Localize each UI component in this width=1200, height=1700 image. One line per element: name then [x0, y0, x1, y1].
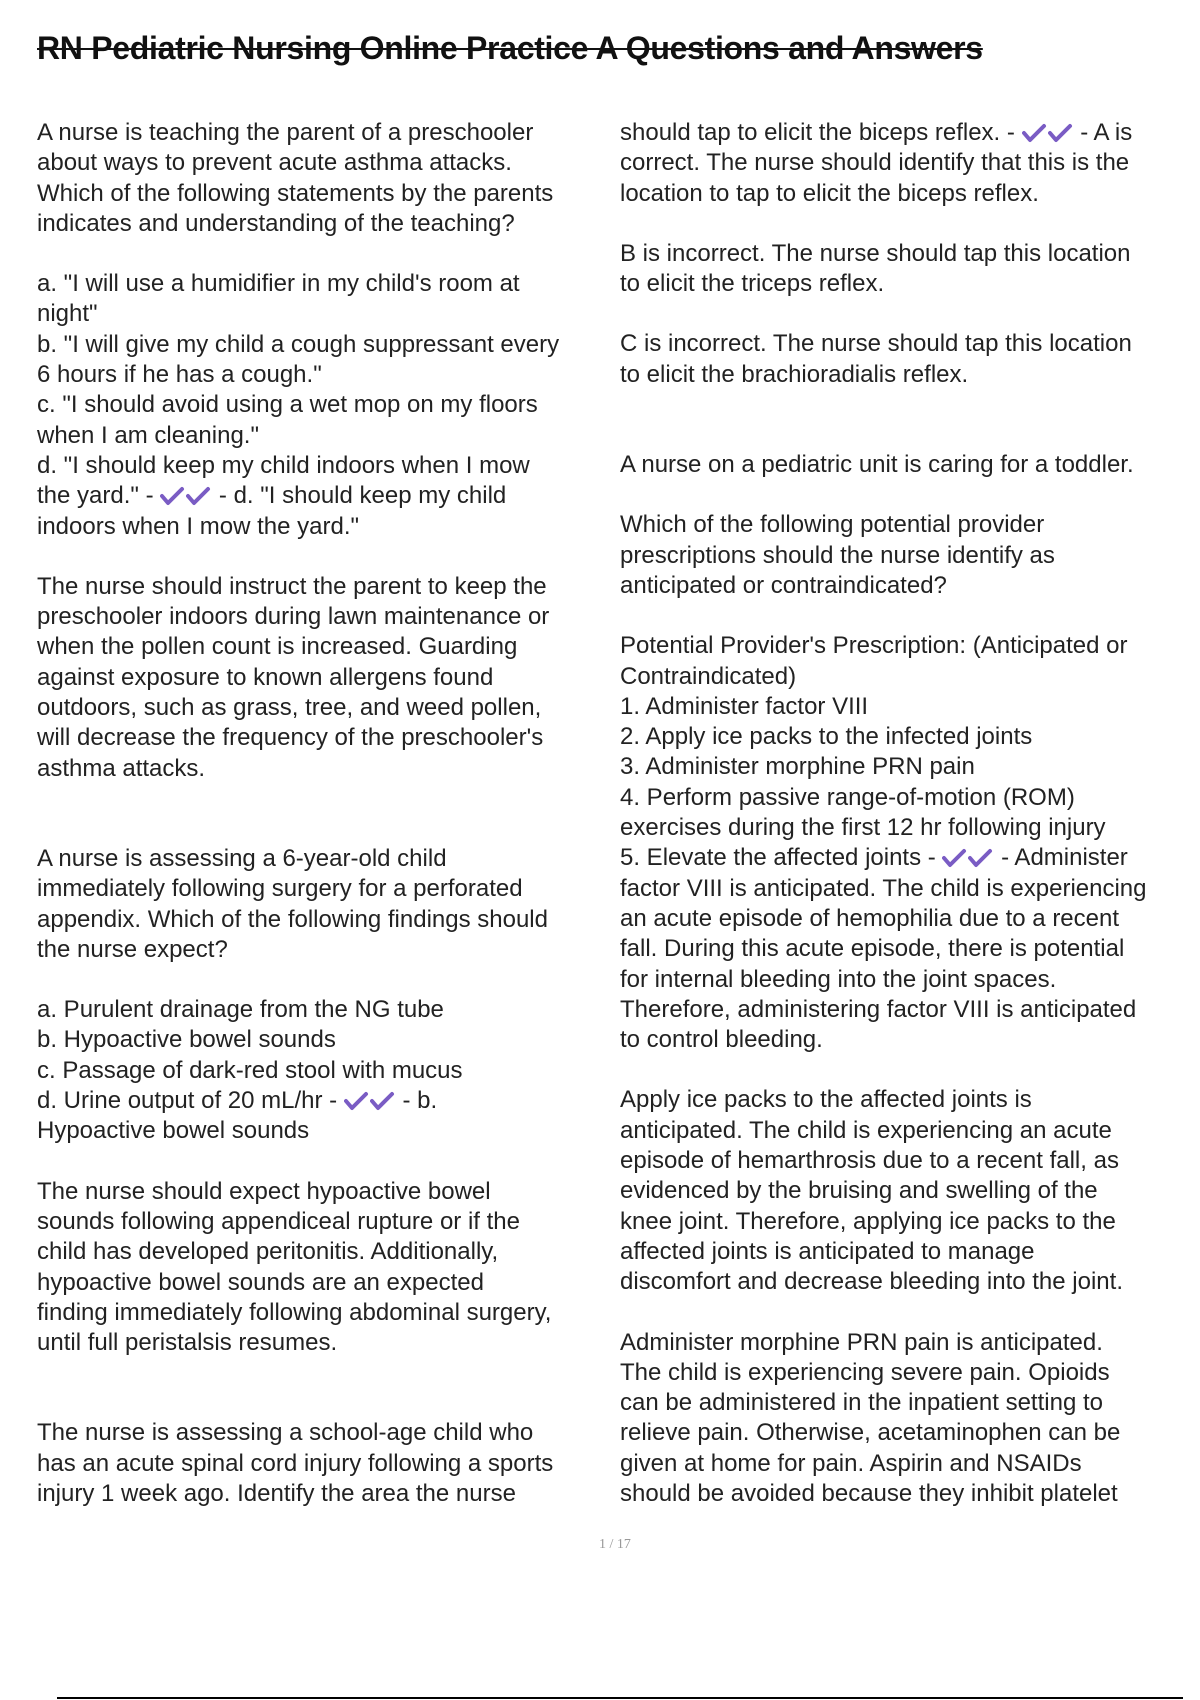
- question-1-options: a. "I will use a humidifier in my child's room at night" b. "I will give my child a cough suppressant every 6 hours if he has a cough." c. "I should avoid using a wet mop on my floors when I am cleaning." d. "I should keep my child indoors when I mow the yard." -: [37, 270, 560, 510]
- question-1-rationale: The nurse should instruct the parent to keep the preschooler indoors during lawn maintenance or when the pollen count is increased. Guarding against exposure to known allergens found outdoors, such as grass, tree, and weed pollen, will decrease the frequency of the preschooler's asthma attacks.: [37, 572, 550, 782]
- question-4-morphine-rationale: Administer morphine PRN pain is anticipated. The child is experiencing severe pain. Opioids can be administered in the inpatient setting to relieve pain. Otherwise, acetaminophen can be given at home for pain. Aspirin and NSAIDs should be avoided because they inhibit platelet: [620, 1328, 1121, 1507]
- check-mark-icon: [1048, 123, 1074, 143]
- question-1-stem: A nurse is teaching the parent of a preschooler about ways to prevent acute asthma attacks. Which of the following statements by the parents indicates and understanding of the teaching?: [37, 119, 554, 237]
- check-mark-icon: [186, 486, 212, 506]
- check-mark-icon: [344, 1091, 370, 1111]
- right-column: [620, 118, 1192, 1509]
- question-3-option-c: C is incorrect. The nurse should tap this location to elicit the brachioradialis reflex.: [620, 330, 1132, 388]
- question-2-answer-block: [37, 995, 603, 1146]
- question-4-answer-block: [620, 631, 1192, 1055]
- question-2-options: a. Purulent drainage from the NG tube b. Hypoactive bowel sounds c. Passage of dark-red stool with mucus d. Urine output of 20 mL/hr -: [37, 996, 463, 1115]
- question-4-options: Potential Provider's Prescription: (Anticipated or Contraindicated) 1. Administer factor VIII 2. Apply ice packs to the infected joints 3. Administer morphine PRN pain 4. Perform passive range-of-motion (ROM) exercises during the first 12 hr following injury 5. Elevate the affected joints -: [620, 632, 1128, 872]
- question-1-answer: - d. "I should keep my child indoors when I mow the yard.": [37, 482, 507, 540]
- question-4-question: Which of the following potential provider prescriptions should the nurse identify as anticipated or contraindicated?: [620, 511, 1055, 599]
- question-3-answer-block: [620, 118, 1192, 209]
- footer-divider: [57, 1697, 1183, 1699]
- question-1-answer-block: [37, 269, 603, 542]
- question-3-option-b: B is incorrect. The nurse should tap this location to elicit the triceps reflex.: [620, 239, 1131, 298]
- question-4-answer: - Administer factor VIII is anticipated. The child is experiencing an acute episode of hemophilia due to a recent fall. During this acute episode, there is potential for internal bleeding into the joint spaces. Therefore, administering factor VIII is anticipated to control bleeding.: [620, 844, 1147, 1054]
- question-3-continuation: should tap to elicit the biceps reflex. -: [620, 119, 1015, 146]
- document-title: RN Pediatric Nursing Online Practice A Questions and Answers: [37, 30, 983, 66]
- check-mark-icon: [968, 848, 994, 868]
- left-column: [37, 118, 603, 1509]
- check-mark-icon: [160, 486, 186, 506]
- question-4-stem: A nurse on a pediatric unit is caring for a toddler.: [620, 451, 1134, 479]
- question-3-stem: The nurse is assessing a school-age child who has an acute spinal cord injury following a sports injury 1 week ago. Identify the area the nurse: [37, 1419, 554, 1507]
- check-mark-icon: [1022, 123, 1048, 143]
- question-3-answer: - A is correct. The nurse should identify that this is the location to tap to elicit the biceps reflex.: [620, 119, 1133, 207]
- question-2-answer: - b. Hypoactive bowel sounds: [37, 1087, 438, 1145]
- question-4-ice-rationale: Apply ice packs to the affected joints is anticipated. The child is experiencing an acute episode of hemarthrosis due to a recent fall, as evidenced by the bruising and swelling of the knee joint. Therefore, applying ice packs to the affected joints is anticipated to manage discomfort and decrease bleeding into the joint.: [620, 1086, 1123, 1296]
- check-mark-icon: [942, 848, 968, 868]
- page-number: 1 / 17: [599, 1537, 631, 1552]
- check-mark-icon: [370, 1091, 396, 1111]
- question-2-rationale: The nurse should expect hypoactive bowel sounds following appendiceal rupture or if the child has developed peritonitis. Additionally, hypoactive bowel sounds are an expected finding immediately following abdominal surgery, until full peristalsis resumes.: [37, 1177, 552, 1357]
- question-2-stem: A nurse is assessing a 6-year-old child immediately following surgery for a perforated appendix. Which of the following findings should the nurse expect?: [37, 844, 548, 963]
